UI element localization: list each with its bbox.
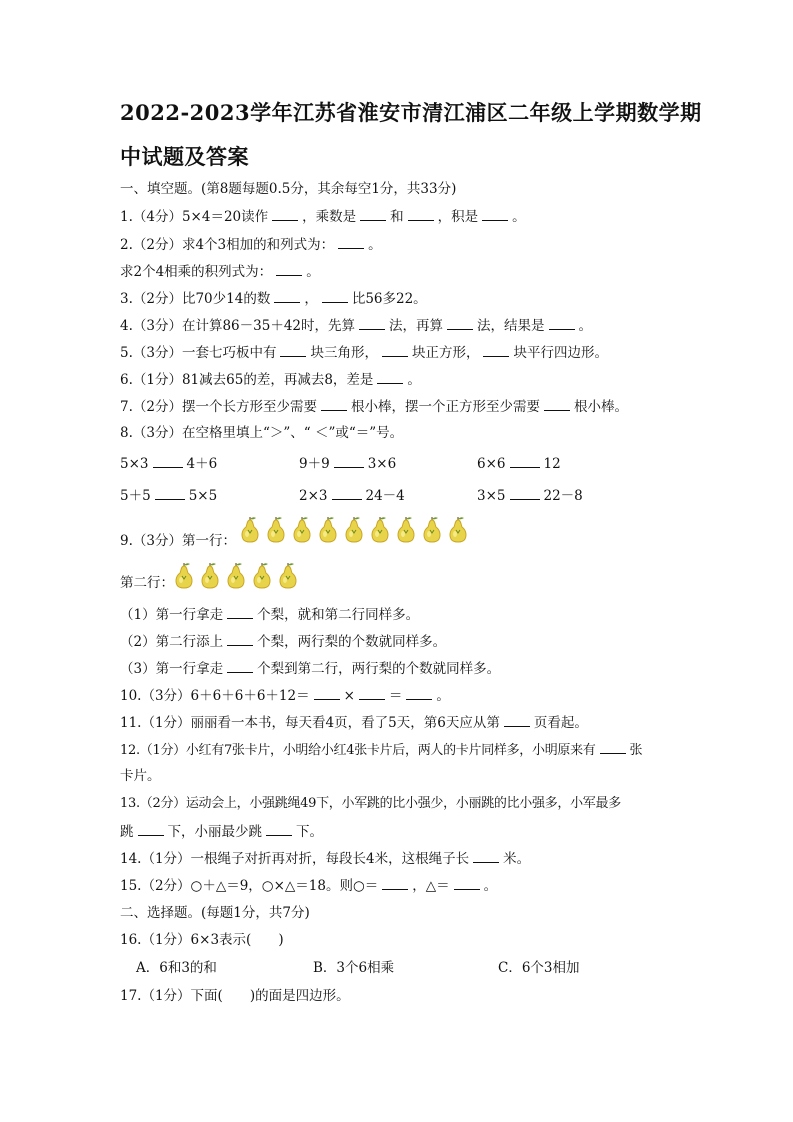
pear-icon xyxy=(420,516,444,544)
answer-blank[interactable] xyxy=(276,262,302,276)
answer-blank[interactable] xyxy=(322,289,348,303)
answer-blank[interactable] xyxy=(321,397,347,411)
page-title-continued: 中试题及答案 xyxy=(120,144,249,169)
question-12-continued: 卡片。 xyxy=(120,768,161,784)
answer-blank[interactable] xyxy=(227,659,253,673)
pear-icon xyxy=(224,562,248,590)
answer-blank[interactable] xyxy=(473,849,499,863)
question-8: 8.（3分）在空格里填上“＞”、“ ＜”或“＝”号。 xyxy=(120,425,404,441)
answer-blank[interactable] xyxy=(482,207,508,221)
compare-blank[interactable] xyxy=(510,454,540,468)
answer-blank[interactable] xyxy=(338,235,364,249)
compare-item: 2×3 24－4 xyxy=(299,488,405,504)
pear-row-2 xyxy=(172,562,300,590)
answer-blank[interactable] xyxy=(406,686,432,700)
answer-blank[interactable] xyxy=(454,876,480,890)
question-9-part-2: （2）第二行添上 个梨，两行梨的个数就同样多。 xyxy=(120,634,447,650)
compare-blank[interactable] xyxy=(510,486,540,500)
question-16: 16.（1分）6×3表示( ) xyxy=(120,932,284,948)
question-10: 10.（3分）6＋6＋6＋6＋12＝ × ＝ 。 xyxy=(120,688,450,704)
answer-blank[interactable] xyxy=(266,822,292,836)
pear-icon xyxy=(394,516,418,544)
answer-blank[interactable] xyxy=(377,370,403,384)
compare-blank[interactable] xyxy=(155,486,185,500)
pear-icon xyxy=(172,562,196,590)
answer-blank[interactable] xyxy=(408,207,434,221)
question-2-part-b: 求2个4相乘的积列式为： 。 xyxy=(120,264,320,280)
compare-item: 3×5 22－8 xyxy=(477,488,583,504)
question-11: 11.（1分）丽丽看一本书，每天看4页，看了5天，第6天应从第 页看起。 xyxy=(120,715,588,731)
compare-blank[interactable] xyxy=(153,454,183,468)
answer-blank[interactable] xyxy=(382,343,408,357)
answer-blank[interactable] xyxy=(359,686,385,700)
pear-icon xyxy=(316,516,340,544)
pear-icon xyxy=(238,516,262,544)
answer-blank[interactable] xyxy=(447,316,473,330)
page-title: 2022-2023学年江苏省淮安市清江浦区二年级上学期数学期 xyxy=(120,100,702,125)
pear-icon xyxy=(264,516,288,544)
compare-blank[interactable] xyxy=(332,486,362,500)
option-c[interactable]: C．6个3相加 xyxy=(498,960,580,976)
answer-blank[interactable] xyxy=(504,713,530,727)
section-heading-multiple-choice: 二、选择题。(每题1分，共7分) xyxy=(120,905,310,921)
pear-icon xyxy=(342,516,366,544)
pear-icon xyxy=(290,516,314,544)
compare-item: 6×6 12 xyxy=(477,456,561,472)
answer-blank[interactable] xyxy=(483,343,509,357)
question-6: 6.（1分）81减去65的差，再减去8，差是 。 xyxy=(120,372,421,388)
option-a[interactable]: A．6和3的和 xyxy=(136,960,217,976)
answer-blank[interactable] xyxy=(227,632,253,646)
answer-blank[interactable] xyxy=(227,605,253,619)
question-3: 3.（2分）比70少14的数 ， 比56多22。 xyxy=(120,291,427,307)
question-5: 5.（3分）一套七巧板中有 块三角形， 块正方形， 块平行四边形。 xyxy=(120,345,608,361)
answer-blank[interactable] xyxy=(359,316,385,330)
pear-icon xyxy=(368,516,392,544)
question-13-continued: 跳 下，小丽最少跳 下。 xyxy=(120,824,323,840)
answer-blank[interactable] xyxy=(360,207,386,221)
question-9-part-3: （3）第一行拿走 个梨到第二行，两行梨的个数就同样多。 xyxy=(120,661,501,677)
question-17: 17.（1分）下面( )的面是四边形。 xyxy=(120,988,350,1004)
pear-icon xyxy=(250,562,274,590)
section-heading-fill-in: 一、填空题。(第8题每题0.5分，其余每空1分，共33分) xyxy=(120,181,457,197)
answer-blank[interactable] xyxy=(314,686,340,700)
question-13: 13.（2分）运动会上，小强跳绳49下，小军跳的比小强少，小丽跳的比小强多，小军最多 xyxy=(120,796,621,811)
question-9-row-2-label: 第二行： xyxy=(120,575,174,591)
pear-row-1 xyxy=(238,516,470,544)
compare-item: 5×3 4＋6 xyxy=(120,456,218,472)
answer-blank[interactable] xyxy=(280,343,306,357)
pear-icon xyxy=(198,562,222,590)
answer-blank[interactable] xyxy=(544,397,570,411)
answer-blank[interactable] xyxy=(274,289,300,303)
answer-blank[interactable] xyxy=(138,822,164,836)
question-4: 4.（3分）在计算86－35＋42时，先算 法，再算 法，结果是 。 xyxy=(120,318,593,334)
answer-blank[interactable] xyxy=(382,876,408,890)
answer-blank[interactable] xyxy=(600,740,626,754)
compare-item: 9＋9 3×6 xyxy=(299,456,397,472)
compare-blank[interactable] xyxy=(334,454,364,468)
answer-blank[interactable] xyxy=(272,207,298,221)
question-15: 15.（2分）○＋△＝9，○×△＝18。则○＝ ，△＝ 。 xyxy=(120,878,498,894)
question-9-row-1-label: 9.（3分）第一行： xyxy=(120,533,236,549)
option-b[interactable]: B．3个6相乘 xyxy=(313,960,395,976)
pear-icon xyxy=(446,516,470,544)
question-12: 12.（1分）小红有7张卡片，小明给小红4张卡片后，两人的卡片同样多，小明原来有 张 xyxy=(120,740,642,760)
question-1: 1.（4分）5×4＝20读作 ，乘数是 和 ，积是 。 xyxy=(120,209,526,225)
compare-item: 5＋5 5×5 xyxy=(120,488,218,504)
question-2-part-a: 2.（2分）求4个3相加的和列式为： 。 xyxy=(120,237,382,253)
answer-blank[interactable] xyxy=(549,316,575,330)
question-14: 14.（1分）一根绳子对折再对折，每段长4米，这根绳子长 米。 xyxy=(120,851,531,867)
question-9-part-1: （1）第一行拿走 个梨，就和第二行同样多。 xyxy=(120,607,420,623)
pear-icon xyxy=(276,562,300,590)
question-7: 7.（2分）摆一个长方形至少需要 根小棒，摆一个正方形至少需要 根小棒。 xyxy=(120,399,628,415)
